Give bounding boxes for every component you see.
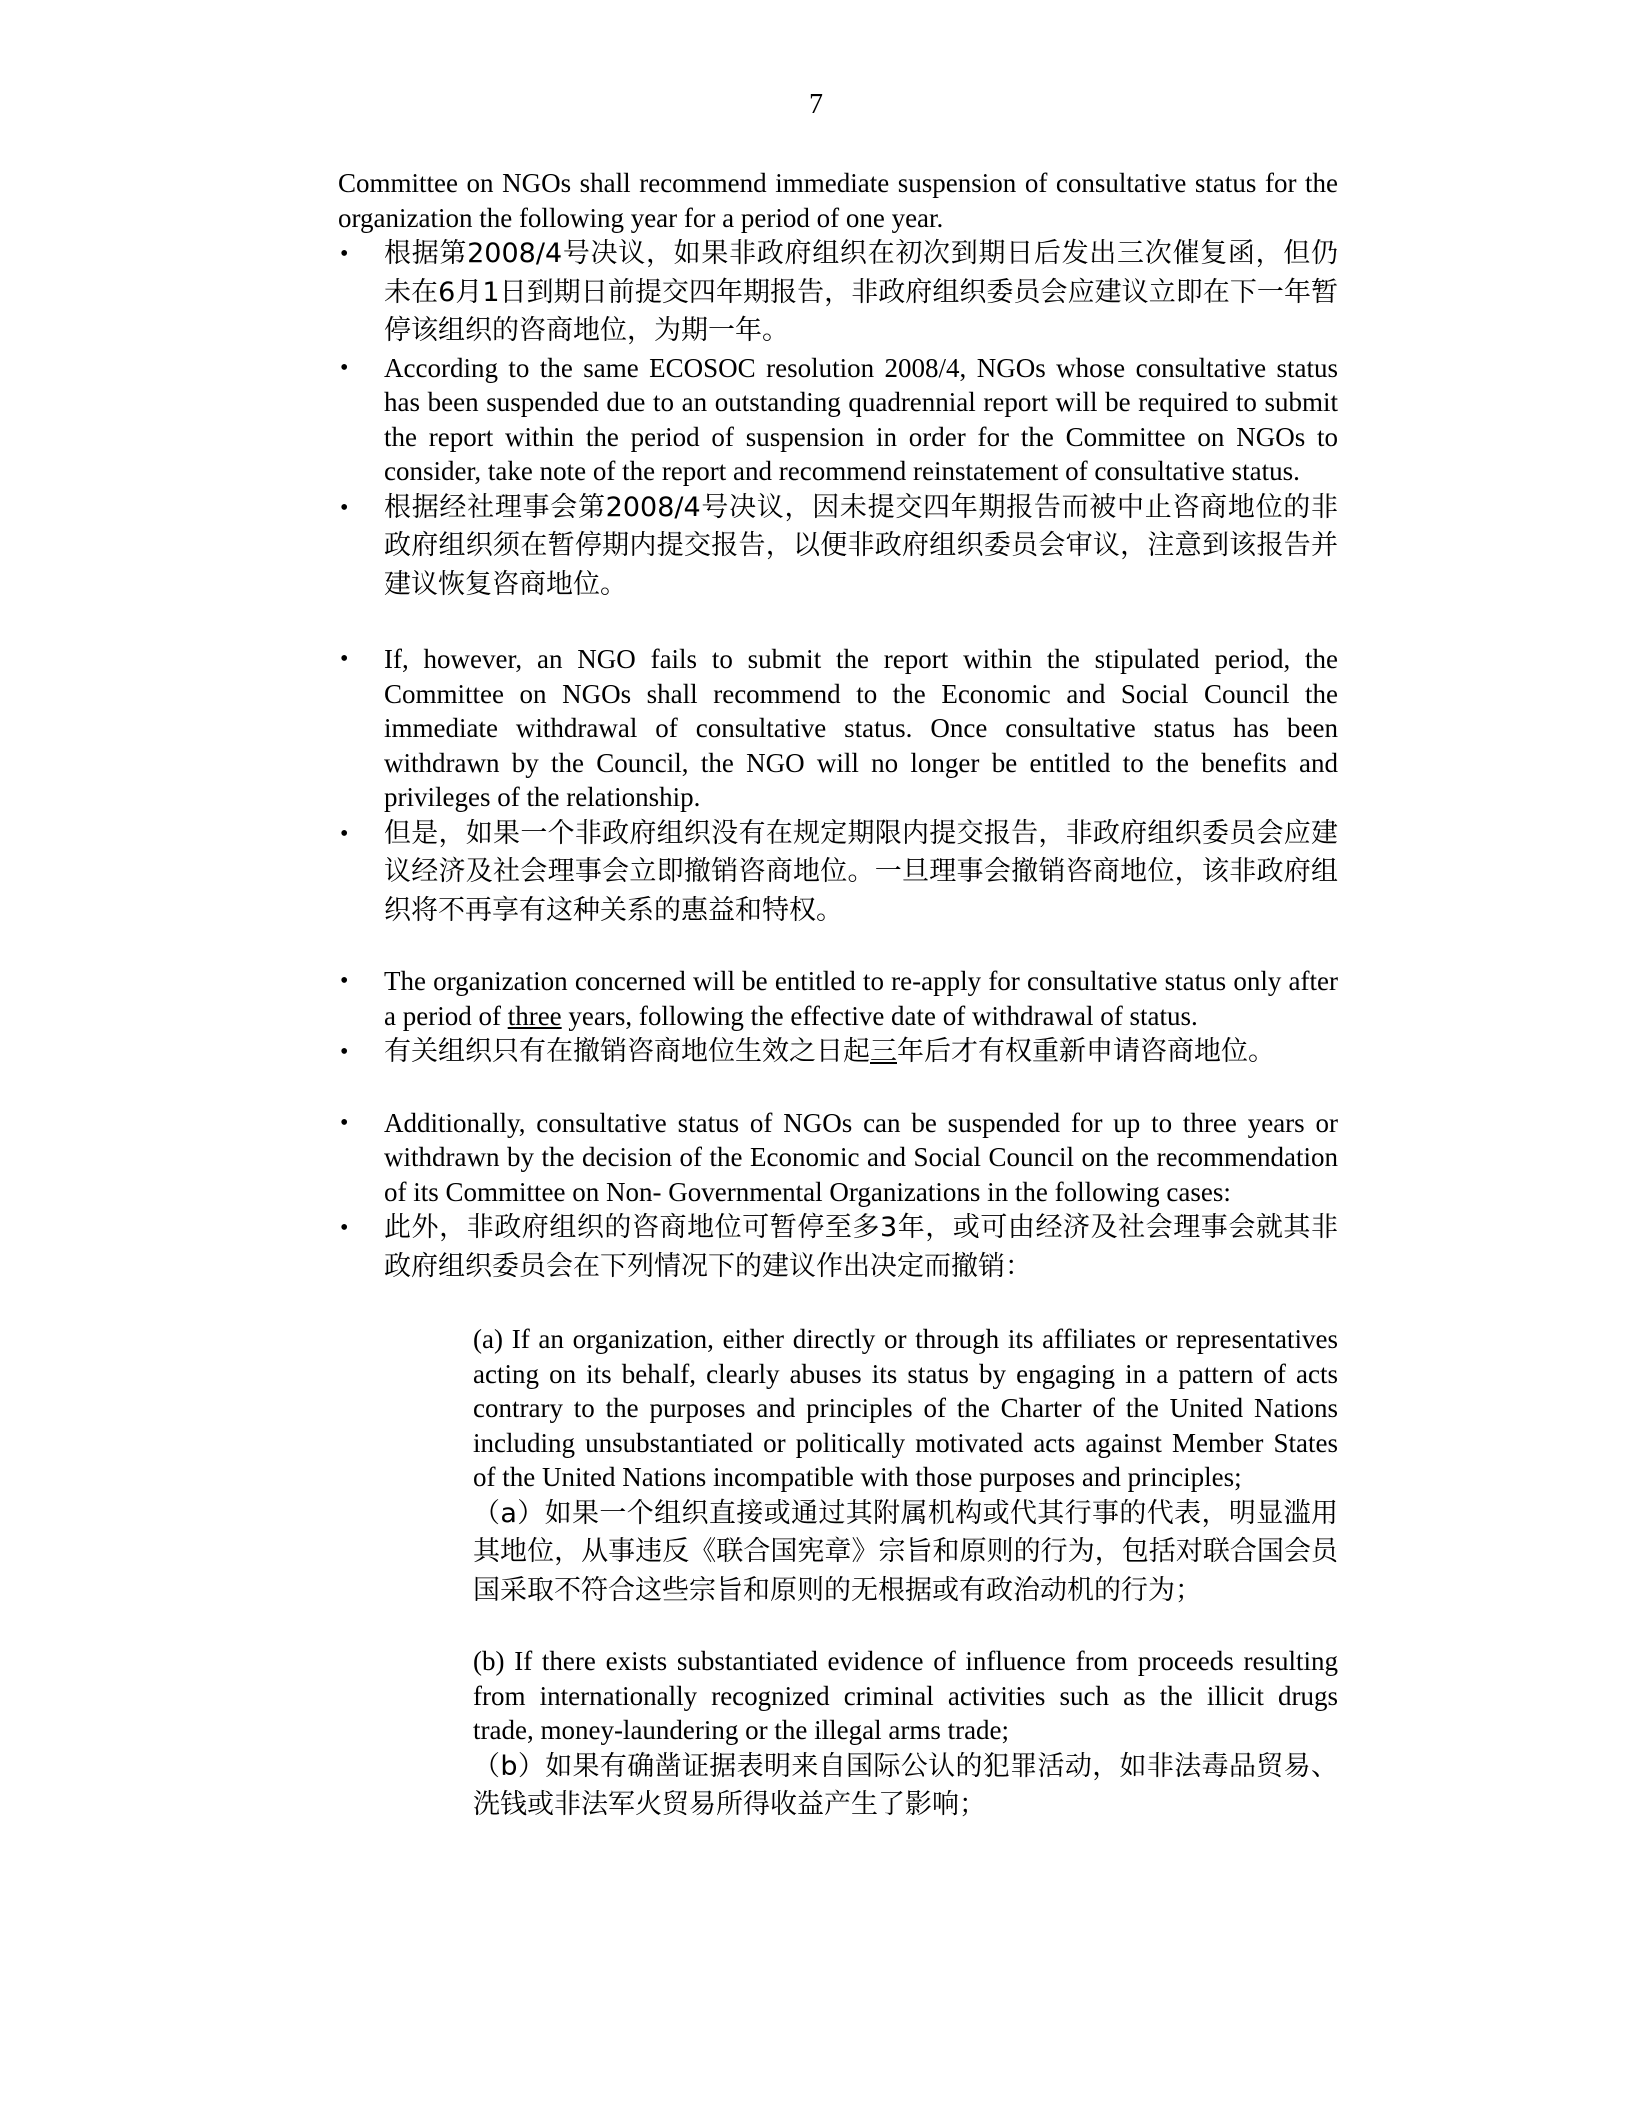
list-item-text: Additionally, consultative status of NGOs can be suspended for up to three years or withdrawn by the decision of the Economic and Social Council on the recommendation of its Committee on Non- Governmental Organizations in the following cases: (384, 1107, 1338, 1207)
bullet-icon: • (340, 646, 349, 672)
text-segment: 有关组织只有在撤销咨商地位生效之日起 (384, 1036, 870, 1067)
list-item-en-withdrawal (338, 642, 1338, 815)
bullet-icon: • (340, 968, 349, 994)
underlined-term: three (507, 1000, 562, 1031)
text-segment: 年后才有权重新申请咨商地位。 (897, 1036, 1275, 1067)
bullet-icon: • (340, 494, 349, 521)
continuation-paragraph-en: Committee on NGOs shall recommend immediate suspension of consultative status for the organization the following year for a period of one year. (338, 168, 1338, 233)
list-item-zh-withdrawal (338, 815, 1338, 931)
list-item-text: 此外，非政府组织的咨商地位可暂停至多3年，或可由经济及社会理事会就其非政府组织委员会在下列情况下的建议作出决定而撤销： (384, 1212, 1338, 1282)
list-item-en-report-during-suspension (338, 351, 1338, 489)
text-segment: years, following the effective date of withdrawal of status. (561, 1000, 1198, 1031)
list-item-en-additional-cases (338, 1106, 1338, 1210)
document-body (338, 166, 1338, 1825)
list-item-zh-reapply (338, 1033, 1338, 1072)
case-b (338, 1644, 1338, 1825)
case-a-text-en: (a) If an organization, either directly or through its affiliates or representatives acting on its behalf, clearly abuses its status by engaging in a pattern of acts contrary to the purposes and principles of the Charter of the United Nations including unsubstantiated or politically motivated acts against Member States of the United Nations incompatible with those purposes and principles; (473, 1324, 1338, 1492)
list-item-text (384, 964, 1338, 1033)
underlined-term: 三 (870, 1036, 897, 1067)
page-number: 7 (809, 89, 823, 120)
bullet-icon: • (340, 1039, 349, 1065)
list-item-text: According to the same ECOSOC resolution 2008/4, NGOs whose consultative status has been suspended due to an outstanding quadrennial report will be required to submit the report within the period of suspension in order for the Committee on NGOs to consider, take note of the report and recommend reinstatement of consultative status. (384, 352, 1338, 486)
case-a-text-zh: （a）如果一个组织直接或通过其附属机构或代其行事的代表，明显滥用其地位，从事违反《联合国宪章》宗旨和原则的行为，包括对联合国会员国采取不符合这些宗旨和原则的无根据或有政治动机的行为； (473, 1497, 1338, 1606)
list-item-zh-report-during-suspension (338, 489, 1338, 605)
list-item-text: 根据经社理事会第2008/4号决议，因未提交四年期报告而被中止咨商地位的非政府组织须在暂停期内提交报告，以便非政府组织委员会审议，注意到该报告并建议恢复咨商地位。 (384, 491, 1338, 600)
list-item-text: 但是，如果一个非政府组织没有在规定期限内提交报告，非政府组织委员会应建议经济及社会理事会立即撤销咨商地位。一旦理事会撤销咨商地位，该非政府组织将不再享有这种关系的惠益和特权。 (384, 817, 1338, 926)
list-item-text (384, 1033, 1338, 1072)
bullet-icon: • (340, 1109, 349, 1136)
list-item-en-reapply (338, 964, 1338, 1033)
bullet-icon: • (340, 354, 349, 381)
bullet-icon: • (340, 820, 349, 847)
case-b-text-en: (b) If there exists substantiated evidence of influence from proceeds resulting from internationally recognized criminal activities such as the illicit drugs trade, money-laundering or the illegal arms trade; (473, 1646, 1338, 1745)
list-item-text: If, however, an NGO fails to submit the report within the stipulated period, the Committee on NGOs shall recommend to the Economic and Social Council the immediate withdrawal of consultative status. Once consultative status has been withdrawn by the Council, the NGO will no longer be entitled to the benefits and privileges of the relationship. (384, 644, 1338, 812)
list-item-text: 根据第2008/4号决议，如果非政府组织在初次到期日后发出三次催复函，但仍未在6月1日到期日前提交四年期报告，非政府组织委员会应建议立即在下一年暂停该组织的咨商地位，为期一年。 (384, 238, 1338, 346)
case-a (338, 1322, 1338, 1610)
bullet-icon: • (340, 1215, 349, 1241)
list-item-zh-quadrennial-suspension (338, 235, 1338, 351)
text-segment: The organization concerned will be entitled to re-apply for consultative status only after a period of (384, 966, 1338, 1031)
list-item-zh-additional-cases (338, 1209, 1338, 1286)
case-b-text-zh: （b）如果有确凿证据表明来自国际公认的犯罪活动，如非法毒品贸易、洗钱或非法军火贸易所得收益产生了影响； (473, 1750, 1338, 1820)
bullet-icon: • (340, 241, 349, 267)
